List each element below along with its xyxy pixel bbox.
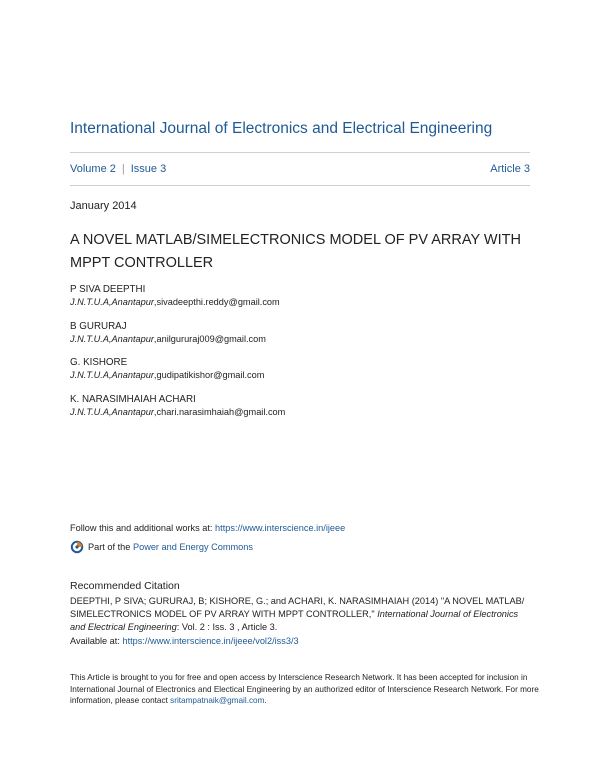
author-name: K. NARASIMHAIAH ACHARI	[70, 394, 196, 405]
commons-link[interactable]: Power and Energy Commons	[132, 542, 253, 552]
author-name: B GURURAJ	[70, 321, 127, 332]
open-access-note: This Article is brought to you for free and open access by Interscience Research Network. It has been accepted for inclusion in International Journal of Electronics and Electical Engineering by an authorized editor of Interscience Research Network. For more information, please contact sritampatnaik@gmail.com.	[70, 673, 539, 705]
journal-title[interactable]: International Journal of Electronics and Electrical Engineering	[70, 120, 493, 137]
commons-network-icon	[70, 540, 84, 554]
divider-bottom	[70, 185, 530, 186]
issue-breadcrumb	[70, 163, 166, 175]
author-affiliation: J.N.T.U.A,Anantapur,gudipatikishor@gmail.com	[70, 370, 265, 380]
author-affiliation: J.N.T.U.A,Anantapur,sivadeepthi.reddy@gmail.com	[70, 297, 280, 307]
part-of-line: Part of the Power and Energy Commons	[70, 540, 253, 554]
author-affiliation: J.N.T.U.A,Anantapur,chari.narasimhaiah@gmail.com	[70, 407, 286, 417]
repository-link[interactable]: https://www.interscience.in/ijeee	[215, 523, 346, 533]
article-title: A NOVEL MATLAB/SIMELECTRONICS MODEL OF PV ARRAY WITH MPPT CONTROLLER	[70, 232, 521, 271]
divider-top	[70, 152, 530, 153]
author-name: P SIVA DEEPTHI	[70, 284, 146, 295]
volume-link[interactable]: Volume 2	[70, 163, 116, 175]
contact-email-link[interactable]: sritampatnaik@gmail.com	[170, 696, 265, 705]
author-affiliation: J.N.T.U.A,Anantapur,anilgururaj009@gmail.com	[70, 334, 266, 344]
follow-line: Follow this and additional works at: https://www.interscience.in/ijeee	[70, 523, 346, 533]
issue-link[interactable]: Issue 3	[130, 163, 167, 175]
author-name: G. KISHORE	[70, 357, 128, 368]
publication-date: January 2014	[70, 200, 137, 212]
recommended-citation-heading: Recommended Citation	[70, 580, 180, 592]
article-link[interactable]: Article 3	[490, 163, 530, 175]
available-at: Available at: https://www.interscience.in/ijeee/vol2/iss3/3	[70, 636, 299, 646]
citation-text: DEEPTHI, P SIVA; GURURAJ, B; KISHORE, G.; and ACHARI, K. NARASIMHAIAH (2014) "A NOVEL MATLAB/ SIMELECTRONICS MODEL OF PV ARRAY WITH MPPT CONTROLLER," International Journal of Electronics and Electrical Engineering: Vol. 2 : Iss. 3 , Article 3.	[70, 596, 525, 632]
separator: |	[121, 163, 125, 175]
article-url-link[interactable]: https://www.interscience.in/ijeee/vol2/iss3/3	[122, 636, 299, 646]
